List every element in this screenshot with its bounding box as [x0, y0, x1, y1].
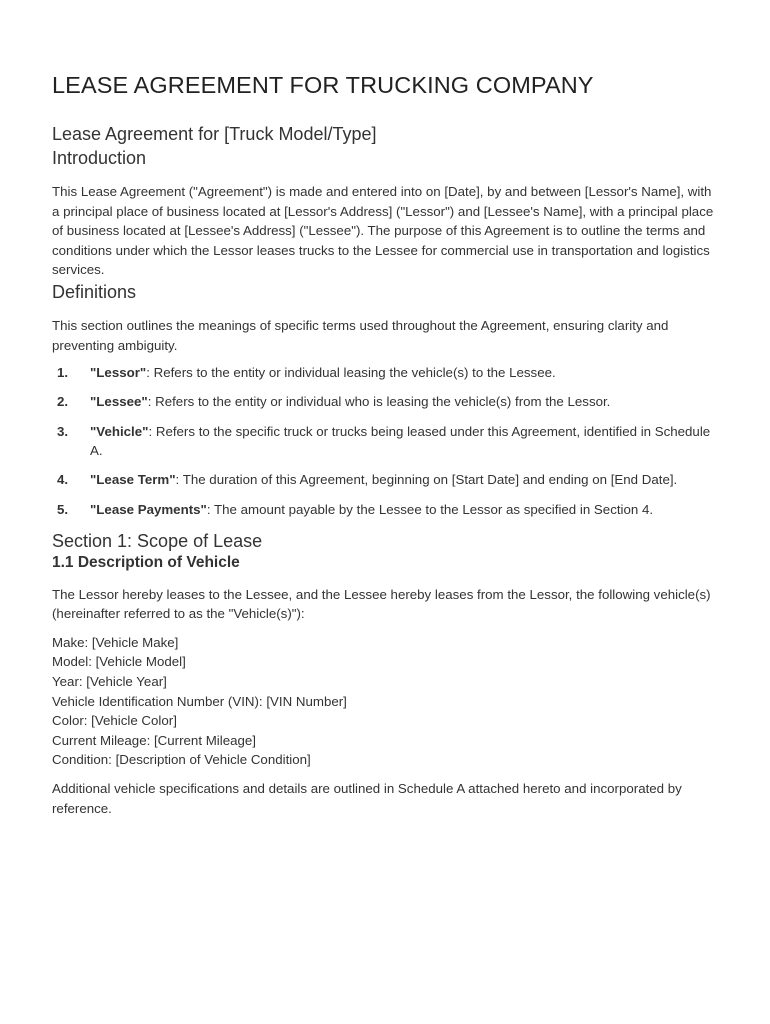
- vehicle-fields-list: [52, 633, 722, 770]
- definition-description: : Refers to the specific truck or trucks being leased under this Agreement, identified in Schedule A.: [90, 423, 711, 459]
- definitions-heading: Definitions: [52, 281, 137, 302]
- definition-number: 1.: [57, 365, 69, 381]
- vehicle-field-condition: Condition: [Description of Vehicle Condition]: [52, 752, 311, 768]
- definition-item: [52, 422, 722, 461]
- definition-number: 2.: [57, 394, 69, 410]
- vehicle-field-model: Model: [Vehicle Model]: [52, 654, 186, 670]
- document-page: [52, 70, 722, 818]
- definition-term: "Lessee": [90, 394, 148, 410]
- vehicle-field-color: Color: [Vehicle Color]: [52, 713, 177, 729]
- definition-item: [52, 500, 722, 520]
- additional-specifications-paragraph: Additional vehicle specifications and details are outlined in Schedule A attached hereto and incorporated by reference.: [52, 781, 682, 816]
- definition-description: : The amount payable by the Lessee to the Lessor as specified in Section 4.: [206, 501, 654, 517]
- definition-item: [52, 363, 722, 383]
- definition-term: "Lease Term": [90, 472, 176, 488]
- description-of-vehicle-heading: 1.1 Description of Vehicle: [52, 553, 240, 571]
- vehicle-field-make: Make: [Vehicle Make]: [52, 634, 179, 650]
- definition-number: 3.: [57, 423, 69, 439]
- section-1-heading: Section 1: Scope of Lease: [52, 530, 263, 551]
- definition-description: : The duration of this Agreement, beginning on [Start Date] and ending on [End Date].: [175, 472, 678, 488]
- definition-description: : Refers to the entity or individual who is leasing the vehicle(s) from the Lessor.: [147, 394, 611, 410]
- introduction-paragraph: This Lease Agreement ("Agreement") is made and entered into on [Date], by and between [Lessor's Name], with a principal place of business located at [Lessor's Address] ("Lessor") and [Lessee's Name], with a principal place of business located at [Lessee's Address] ("Lessee"). The purpose of this Agreement is to outline the terms and conditions under which the Lessor leases trucks to the Lessee for commercial use in transportation and logistics services.: [52, 184, 714, 278]
- lease-paragraph: The Lessor hereby leases to the Lessee, and the Lessee hereby leases from the Lessor, the following vehicle(s) (hereinafter referred to as the "Vehicle(s)"):: [52, 586, 711, 622]
- definition-number: 4.: [57, 472, 69, 488]
- document-subtitle: Lease Agreement for [Truck Model/Type]: [52, 124, 377, 144]
- document-title: LEASE AGREEMENT FOR TRUCKING COMPANY: [52, 72, 594, 98]
- definitions-list: [52, 363, 722, 519]
- introduction-heading: Introduction: [52, 148, 147, 168]
- definition-term: "Lessor": [90, 365, 147, 381]
- definition-number: 5.: [57, 501, 69, 517]
- definition-item: [52, 392, 722, 412]
- vehicle-field-vin: Vehicle Identification Number (VIN): [VIN Number]: [52, 693, 347, 709]
- definition-item: [52, 470, 722, 490]
- definitions-paragraph: This section outlines the meanings of specific terms used throughout the Agreement, ensuring clarity and preventing ambiguity.: [52, 317, 669, 353]
- definition-term: "Lease Payments": [90, 501, 207, 517]
- vehicle-field-mileage: Current Mileage: [Current Mileage]: [52, 732, 256, 748]
- definition-term: "Vehicle": [90, 423, 149, 439]
- definition-description: : Refers to the entity or individual leasing the vehicle(s) to the Lessee.: [146, 365, 556, 381]
- vehicle-field-year: Year: [Vehicle Year]: [52, 674, 167, 690]
